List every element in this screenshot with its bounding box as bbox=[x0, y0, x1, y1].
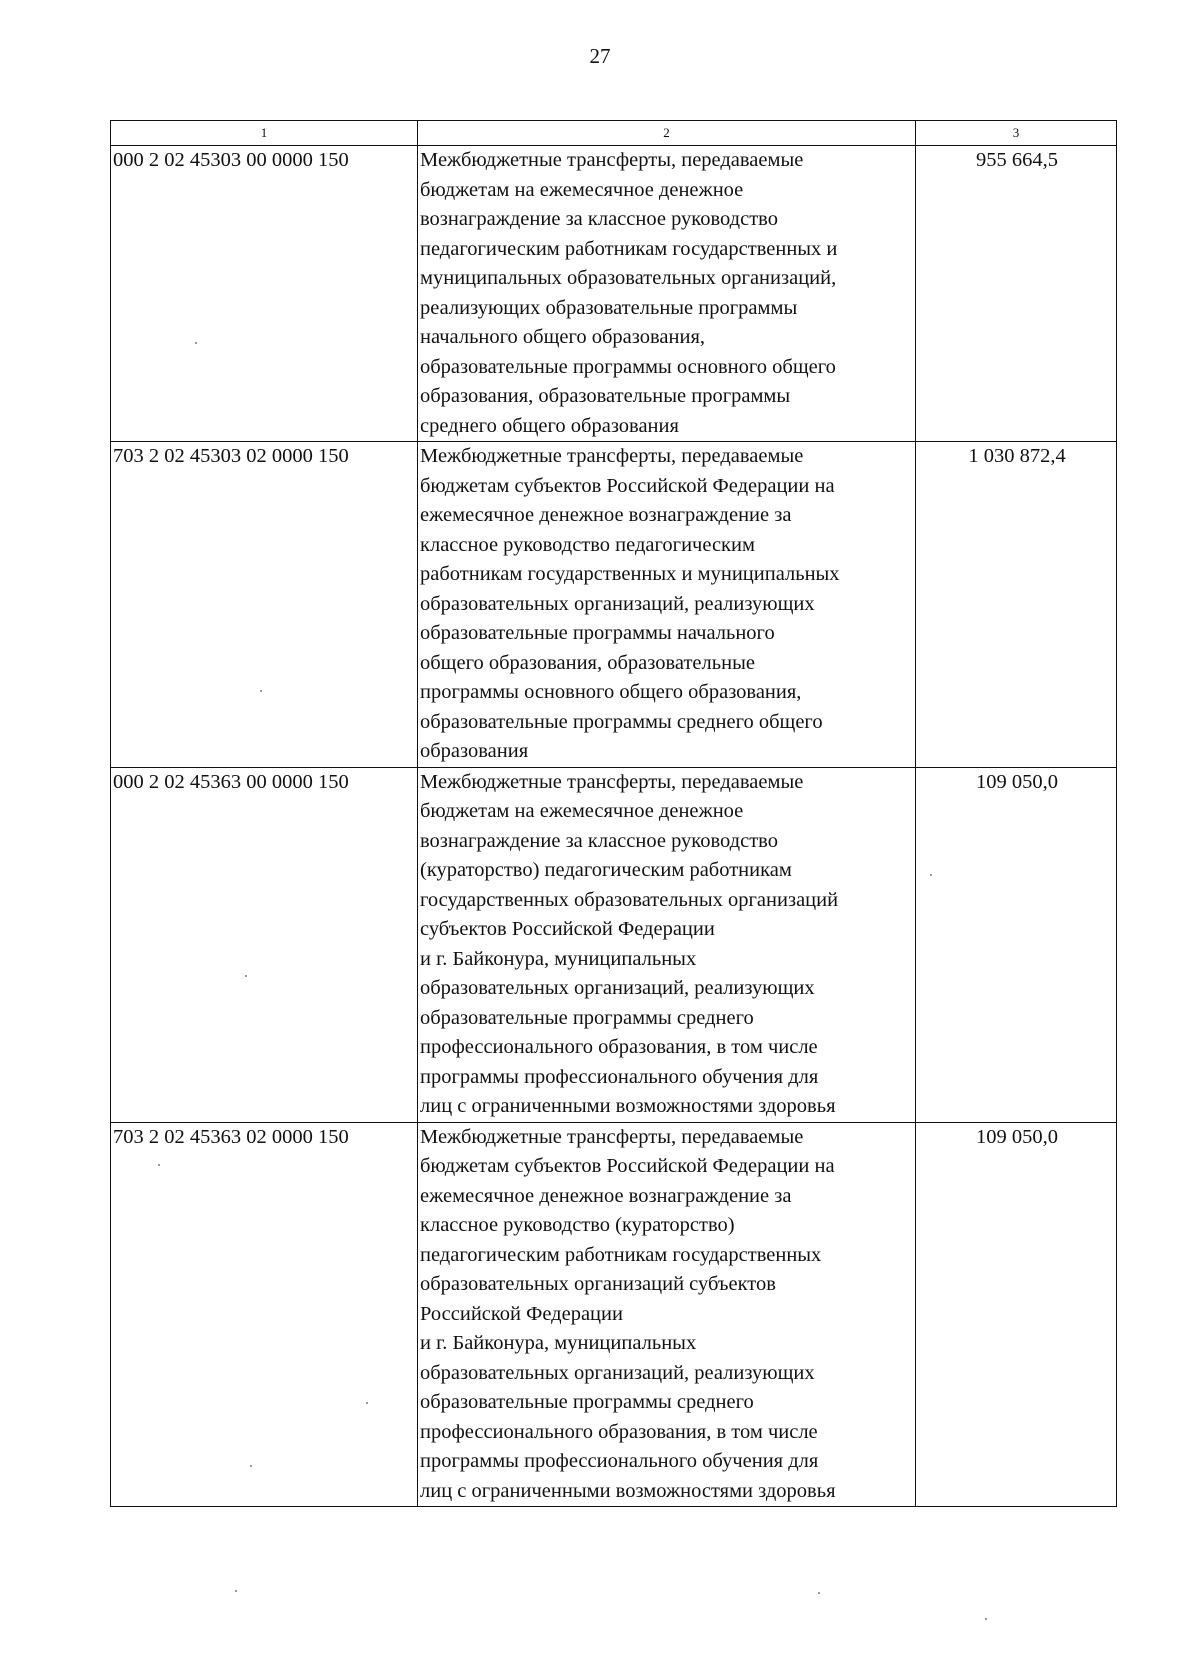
description-cell: Межбюджетные трансферты, передаваемые бюджетам субъектов Российской Федерации на ежемесячное денежное вознаграждение за классное руководство (кураторство) педагогическим работникам государственных образовательных организаций субъектов Российской Федерации и г. Байконура, муниципальных образовательных организаций, реализующих образовательные программы среднего профессионального образования, в том числе программы профессионального обучения для лиц с ограниченными возможностями здоровья bbox=[418, 1122, 916, 1507]
description-cell: Межбюджетные трансферты, передаваемые бюджетам субъектов Российской Федерации на ежемесячное денежное вознаграждение за классное руководство педагогическим работникам государственных и муниципальных образовательных организаций, реализующих образовательные программы начального общего образования, образовательные программы основного общего образования, образовательные программы среднего общего образования bbox=[418, 442, 916, 768]
scan-speck bbox=[195, 342, 197, 344]
table-header-row bbox=[111, 121, 1117, 146]
scan-speck bbox=[245, 975, 247, 977]
scan-speck bbox=[158, 1164, 160, 1166]
budget-code-cell: 000 2 02 45303 00 0000 150 bbox=[111, 146, 418, 442]
column-header-3: 3 bbox=[916, 121, 1117, 146]
scan-speck bbox=[235, 1590, 237, 1592]
scan-speck bbox=[250, 1465, 252, 1467]
description-cell: Межбюджетные трансферты, передаваемые бюджетам на ежемесячное денежное вознаграждение за классное руководство (кураторство) педагогическим работникам государственных образовательных организаций субъектов Российской Федерации и г. Байконура, муниципальных образовательных организаций, реализующих образовательные программы среднего профессионального образования, в том числе программы профессионального обучения для лиц с ограниченными возможностями здоровья bbox=[418, 767, 916, 1122]
budget-code-cell: 703 2 02 45303 02 0000 150 bbox=[111, 442, 418, 768]
budget-code-cell: 000 2 02 45363 00 0000 150 bbox=[111, 767, 418, 1122]
scan-speck bbox=[930, 874, 932, 876]
table-row bbox=[111, 1122, 1117, 1507]
scan-speck bbox=[260, 690, 262, 692]
column-header-1: 1 bbox=[111, 121, 418, 146]
description-cell: Межбюджетные трансферты, передаваемые бюджетам на ежемесячное денежное вознаграждение за классное руководство педагогическим работникам государственных и муниципальных образовательных организаций, реализующих образовательные программы начального общего образования, образовательные программы основного общего образования, образовательные программы среднего общего образования bbox=[418, 146, 916, 442]
budget-code-cell: 703 2 02 45363 02 0000 150 bbox=[111, 1122, 418, 1507]
table-row bbox=[111, 442, 1117, 768]
scan-speck bbox=[818, 1592, 820, 1594]
table-row bbox=[111, 767, 1117, 1122]
budget-table bbox=[110, 120, 1117, 1507]
scan-speck bbox=[366, 1402, 368, 1404]
amount-cell: 109 050,0 bbox=[916, 767, 1117, 1122]
amount-cell: 955 664,5 bbox=[916, 146, 1117, 442]
table-row bbox=[111, 146, 1117, 442]
page-number: 27 bbox=[589, 44, 611, 68]
column-header-2: 2 bbox=[418, 121, 916, 146]
amount-cell: 109 050,0 bbox=[916, 1122, 1117, 1507]
amount-cell: 1 030 872,4 bbox=[916, 442, 1117, 768]
scan-speck bbox=[985, 1618, 987, 1620]
